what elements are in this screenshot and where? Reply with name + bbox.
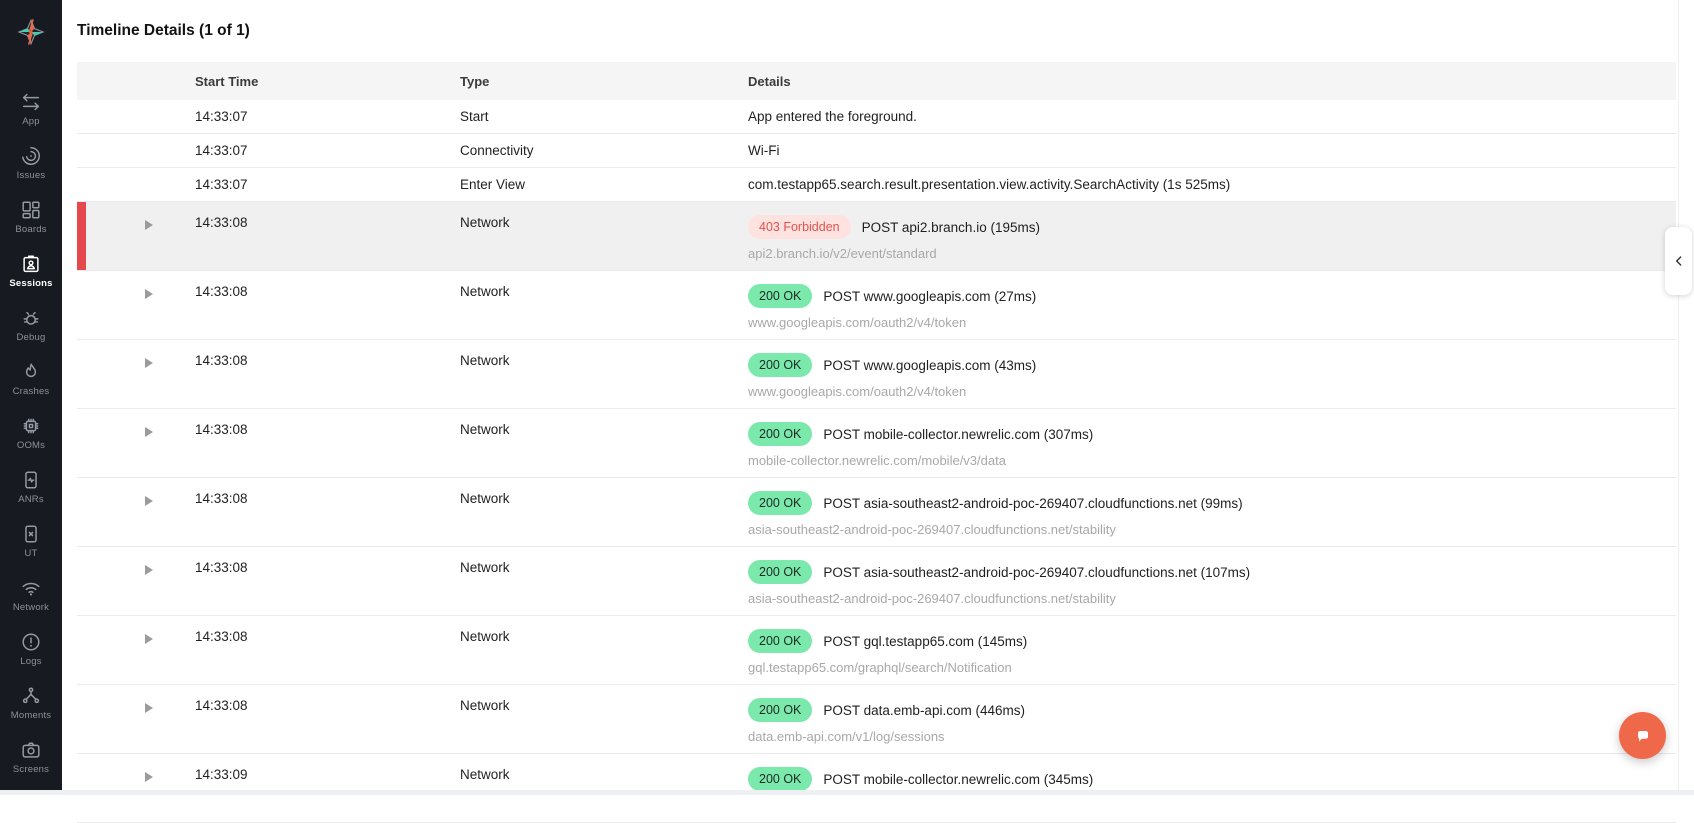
table-row[interactable] [77, 409, 1676, 478]
page-title: Timeline Details (1 of 1) [77, 0, 1676, 40]
request-text: POST www.googleapis.com (27ms) [823, 289, 1036, 304]
sidebar-item-label: Network [13, 602, 49, 613]
expand-arrow-icon[interactable] [145, 703, 153, 713]
chevron-left-icon [1671, 253, 1687, 269]
sidebar-item-boards[interactable] [0, 190, 62, 244]
status-badge: 200 OK [748, 353, 812, 377]
table-row[interactable] [77, 134, 1676, 168]
sidebar-item-ooms[interactable] [0, 406, 62, 460]
table-header-row [77, 62, 1676, 100]
expander-cell [77, 340, 195, 368]
request-url: www.googleapis.com/oauth2/v4/token [748, 315, 1676, 330]
timeline-table [77, 62, 1676, 823]
sidebar-item-label: Screens [13, 764, 49, 775]
row-type: Connectivity [460, 143, 748, 158]
row-details: App entered the foreground. [748, 109, 1676, 124]
expand-arrow-icon[interactable] [145, 289, 153, 299]
row-start-time: 14:33:07 [195, 109, 460, 124]
row-details [748, 616, 1676, 675]
expand-arrow-icon[interactable] [145, 358, 153, 368]
row-start-time: 14:33:08 [195, 685, 460, 713]
request-text: POST mobile-collector.newrelic.com (307ms) [823, 427, 1093, 442]
expander-cell [77, 547, 195, 575]
row-type: Network [460, 547, 748, 575]
request-text: POST api2.branch.io (195ms) [862, 220, 1040, 235]
chat-button[interactable] [1619, 712, 1666, 759]
expander-cell [77, 685, 195, 713]
expander-cell [77, 202, 195, 230]
row-start-time: 14:33:08 [195, 547, 460, 575]
expander-cell [77, 754, 195, 782]
sidebar-item-debug[interactable] [0, 298, 62, 352]
table-row[interactable] [77, 616, 1676, 685]
sidebar-item-crashes[interactable] [0, 352, 62, 406]
status-badge: 200 OK [748, 422, 812, 446]
row-start-time: 14:33:07 [195, 177, 460, 192]
row-type: Network [460, 478, 748, 506]
request-url: api2.branch.io/v2/event/standard [748, 246, 1676, 261]
expand-arrow-icon[interactable] [145, 772, 153, 782]
request-text: POST gql.testapp65.com (145ms) [823, 634, 1027, 649]
sidebar-item-screens[interactable] [0, 730, 62, 784]
row-start-time: 14:33:08 [195, 271, 460, 299]
crashes-icon [20, 360, 42, 383]
row-details [748, 754, 1676, 791]
row-start-time: 14:33:07 [195, 143, 460, 158]
expander-cell [77, 271, 195, 299]
sidebar-item-label: Issues [17, 170, 46, 181]
table-row[interactable] [77, 202, 1676, 271]
row-type: Network [460, 340, 748, 368]
ooms-icon [20, 414, 42, 437]
expand-arrow-icon[interactable] [145, 565, 153, 575]
table-row[interactable] [77, 685, 1676, 754]
row-details: com.testapp65.search.result.presentation.view.activity.SearchActivity (1s 525ms) [748, 177, 1676, 192]
request-url: asia-southeast2-android-poc-269407.cloudfunctions.net/stability [748, 522, 1676, 537]
expander-cell [77, 478, 195, 506]
chat-bubble-icon [1631, 724, 1655, 748]
ut-icon [20, 522, 42, 545]
table-row[interactable] [77, 168, 1676, 202]
row-details [748, 271, 1676, 330]
debug-icon [20, 306, 42, 329]
sidebar-item-label: App [22, 116, 40, 127]
row-start-time: 14:33:08 [195, 616, 460, 644]
screens-icon [20, 738, 42, 761]
expander-cell [77, 409, 195, 437]
status-badge: 200 OK [748, 491, 812, 515]
collapsed-right-panel [1678, 0, 1694, 790]
row-start-time: 14:33:09 [195, 754, 460, 782]
status-badge: 200 OK [748, 698, 812, 722]
table-row[interactable] [77, 547, 1676, 616]
row-type: Enter View [460, 177, 748, 192]
row-type: Start [460, 109, 748, 124]
window-bottom-edge [0, 790, 1694, 795]
sidebar-item-label: OOMs [17, 440, 45, 451]
sidebar-item-logs[interactable] [0, 622, 62, 676]
embrace-logo[interactable] [15, 0, 47, 66]
app-icon [20, 90, 42, 113]
sidebar-item-label: Crashes [13, 386, 50, 397]
status-badge: 200 OK [748, 629, 812, 653]
column-start-time: Start Time [195, 74, 460, 89]
expand-arrow-icon[interactable] [145, 496, 153, 506]
table-row[interactable] [77, 754, 1676, 823]
row-details [748, 340, 1676, 399]
sidebar-item-moments[interactable] [0, 676, 62, 730]
table-row[interactable] [77, 340, 1676, 409]
column-details: Details [748, 74, 1676, 89]
sidebar-item-app[interactable] [0, 82, 62, 136]
row-start-time: 14:33:08 [195, 478, 460, 506]
sidebar-item-label: Moments [11, 710, 51, 721]
table-row[interactable] [77, 478, 1676, 547]
sidebar-item-label: Debug [17, 332, 46, 343]
status-badge: 403 Forbidden [748, 215, 851, 239]
sidebar-item-ut[interactable] [0, 514, 62, 568]
table-row[interactable] [77, 271, 1676, 340]
sidebar-item-label: Logs [20, 656, 41, 667]
row-start-time: 14:33:08 [195, 202, 460, 230]
request-url: www.googleapis.com/oauth2/v4/token [748, 384, 1676, 399]
expander-cell [77, 616, 195, 644]
status-badge: 200 OK [748, 767, 812, 791]
row-type: Network [460, 754, 748, 782]
row-start-time: 14:33:08 [195, 409, 460, 437]
row-type: Network [460, 685, 748, 713]
sidebar-item-label: UT [24, 548, 37, 559]
row-details [748, 478, 1676, 537]
main-content [62, 0, 1694, 795]
row-details [748, 685, 1676, 744]
expand-arrow-icon[interactable] [145, 427, 153, 437]
moments-icon [20, 684, 42, 707]
status-badge: 200 OK [748, 560, 812, 584]
anrs-icon [20, 468, 42, 491]
sidebar-item-anrs[interactable] [0, 460, 62, 514]
issues-icon [20, 144, 42, 167]
request-text: POST asia-southeast2-android-poc-269407.cloudfunctions.net (107ms) [823, 565, 1250, 580]
expand-arrow-icon[interactable] [145, 634, 153, 644]
sidebar-item-issues[interactable] [0, 136, 62, 190]
row-start-time: 14:33:08 [195, 340, 460, 368]
status-badge: 200 OK [748, 284, 812, 308]
row-details [748, 202, 1676, 261]
sessions-icon [20, 252, 42, 275]
row-type: Network [460, 271, 748, 299]
request-text: POST mobile-collector.newrelic.com (345ms) [823, 772, 1093, 787]
sidebar-item-network[interactable] [0, 568, 62, 622]
expand-arrow-icon[interactable] [145, 220, 153, 230]
request-url: mobile-collector.newrelic.com/mobile/v3/data [748, 453, 1676, 468]
sidebar [0, 0, 62, 790]
request-text: POST asia-southeast2-android-poc-269407.cloudfunctions.net (99ms) [823, 496, 1242, 511]
row-type: Network [460, 409, 748, 437]
request-url: asia-southeast2-android-poc-269407.cloudfunctions.net/stability [748, 591, 1676, 606]
boards-icon [20, 198, 42, 221]
row-type: Network [460, 616, 748, 644]
table-body [77, 100, 1676, 823]
request-url: gql.testapp65.com/graphql/search/Notification [748, 660, 1676, 675]
sidebar-item-label: Boards [15, 224, 46, 235]
logs-icon [20, 630, 42, 653]
sidebar-item-sessions[interactable] [0, 244, 62, 298]
row-details [748, 409, 1676, 468]
row-details [748, 547, 1676, 606]
request-text: POST data.emb-api.com (446ms) [823, 703, 1025, 718]
sidebar-item-label: ANRs [18, 494, 44, 505]
sidebar-item-label: Sessions [9, 278, 52, 289]
sidebar-nav [0, 82, 62, 784]
row-details: Wi-Fi [748, 143, 1676, 158]
expand-panel-button[interactable] [1665, 227, 1692, 295]
request-url: data.emb-api.com/v1/log/sessions [748, 729, 1676, 744]
column-type: Type [460, 74, 748, 89]
table-row[interactable] [77, 100, 1676, 134]
row-type: Network [460, 202, 748, 230]
request-text: POST www.googleapis.com (43ms) [823, 358, 1036, 373]
network-icon [20, 576, 42, 599]
